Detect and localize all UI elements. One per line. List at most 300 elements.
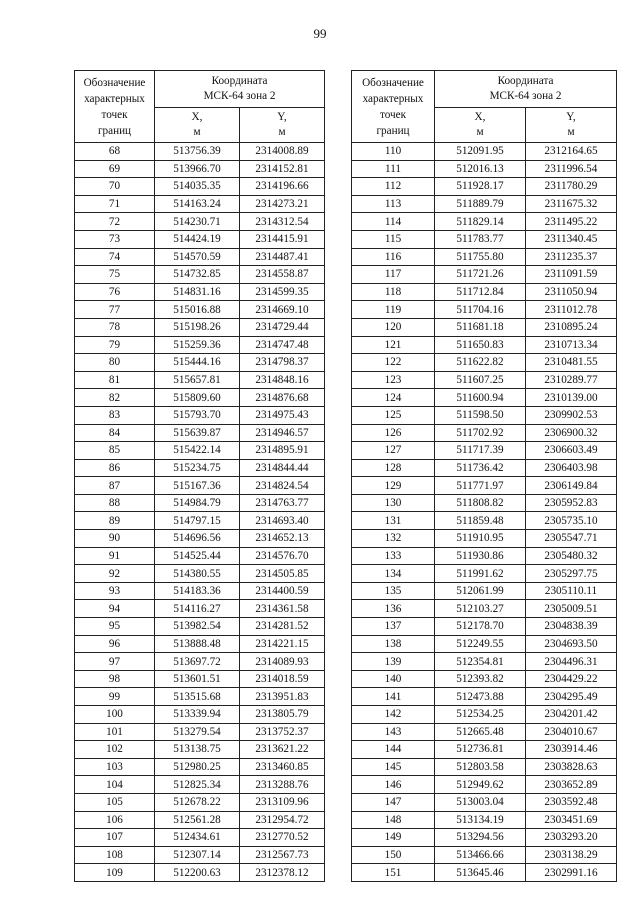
point-number-cell: 81 <box>75 371 155 389</box>
table-row <box>352 635 617 653</box>
y-coordinate-cell: 2312567.73 <box>240 846 325 864</box>
table-row <box>75 723 325 741</box>
y-coordinate-cell: 2310139.00 <box>526 389 617 407</box>
point-number-cell: 150 <box>352 846 435 864</box>
x-coordinate-cell: 513138.75 <box>155 741 240 759</box>
table-row <box>352 354 617 372</box>
table-row <box>352 301 617 319</box>
x-coordinate-cell: 513888.48 <box>155 635 240 653</box>
y-coordinate-cell: 2306603.49 <box>526 442 617 460</box>
x-coordinate-cell: 512434.61 <box>155 829 240 847</box>
coordinates-table-left <box>74 70 325 882</box>
x-coordinate-cell: 515809.60 <box>155 389 240 407</box>
x-coordinate-cell: 512249.55 <box>435 635 526 653</box>
x-coordinate-cell: 512354.81 <box>435 653 526 671</box>
point-number-cell: 94 <box>75 600 155 618</box>
table-row <box>352 371 617 389</box>
table-row <box>75 266 325 284</box>
x-coordinate-cell: 512949.62 <box>435 776 526 794</box>
point-number-cell: 99 <box>75 688 155 706</box>
y-label: Y, <box>277 111 287 123</box>
y-coordinate-cell: 2314400.59 <box>240 582 325 600</box>
point-number-cell: 101 <box>75 723 155 741</box>
y-coordinate-cell: 2314844.44 <box>240 459 325 477</box>
point-number-cell: 133 <box>352 547 435 565</box>
y-coordinate-cell: 2310713.34 <box>526 336 617 354</box>
y-coordinate-cell: 2314089.93 <box>240 653 325 671</box>
y-coordinate-cell: 2313288.76 <box>240 776 325 794</box>
point-designation-header <box>75 71 155 143</box>
y-coordinate-cell: 2311780.29 <box>526 178 617 196</box>
point-number-cell: 102 <box>75 741 155 759</box>
table-row <box>75 670 325 688</box>
x-coordinate-cell: 511910.95 <box>435 530 526 548</box>
point-header-line: характерных <box>362 92 424 105</box>
table-row <box>75 846 325 864</box>
table-row <box>352 741 617 759</box>
x-unit: м <box>476 126 484 138</box>
point-number-cell: 113 <box>352 195 435 213</box>
y-label: Y, <box>566 111 576 123</box>
point-number-cell: 127 <box>352 442 435 460</box>
y-unit: м <box>278 126 286 138</box>
table-row <box>352 793 617 811</box>
x-coordinate-cell: 511721.26 <box>435 266 526 284</box>
point-number-cell: 114 <box>352 213 435 231</box>
point-header-line: характерных <box>84 92 145 105</box>
point-number-cell: 82 <box>75 389 155 407</box>
x-coordinate-cell: 512016.13 <box>435 160 526 178</box>
y-coordinate-cell: 2313621.22 <box>240 741 325 759</box>
point-number-cell: 71 <box>75 195 155 213</box>
y-unit: м <box>567 126 575 138</box>
point-number-cell: 126 <box>352 424 435 442</box>
right-table-body <box>352 143 617 882</box>
point-number-cell: 97 <box>75 653 155 671</box>
y-coordinate-cell: 2303652.89 <box>526 776 617 794</box>
point-number-cell: 139 <box>352 653 435 671</box>
point-number-cell: 106 <box>75 811 155 829</box>
table-row <box>352 864 617 882</box>
table-row <box>352 459 617 477</box>
table-row <box>352 530 617 548</box>
x-coordinate-cell: 514696.56 <box>155 530 240 548</box>
point-number-cell: 72 <box>75 213 155 231</box>
x-column-header <box>435 108 526 143</box>
point-number-cell: 129 <box>352 477 435 495</box>
point-number-cell: 86 <box>75 459 155 477</box>
point-header-line: точек <box>101 108 128 121</box>
point-number-cell: 128 <box>352 459 435 477</box>
table-row <box>352 811 617 829</box>
y-coordinate-cell: 2314729.44 <box>240 318 325 336</box>
x-coordinate-cell: 511622.82 <box>435 354 526 372</box>
x-coordinate-cell: 511704.16 <box>435 301 526 319</box>
coordinate-title: Координата <box>211 75 268 87</box>
x-column-header <box>155 108 240 143</box>
x-coordinate-cell: 514230.71 <box>155 213 240 231</box>
table-row <box>75 776 325 794</box>
y-coordinate-cell: 2311495.22 <box>526 213 617 231</box>
table-row <box>352 758 617 776</box>
point-designation-header <box>352 71 435 143</box>
x-coordinate-cell: 513601.51 <box>155 670 240 688</box>
y-coordinate-cell: 2314652.13 <box>240 530 325 548</box>
y-coordinate-cell: 2303293.20 <box>526 829 617 847</box>
y-coordinate-cell: 2314876.68 <box>240 389 325 407</box>
table-row <box>75 336 325 354</box>
coordinate-title: Координата <box>497 75 554 87</box>
point-number-cell: 69 <box>75 160 155 178</box>
y-coordinate-cell: 2304010.67 <box>526 723 617 741</box>
table-row <box>352 406 617 424</box>
point-number-cell: 80 <box>75 354 155 372</box>
point-number-cell: 75 <box>75 266 155 284</box>
table-row <box>75 706 325 724</box>
y-coordinate-cell: 2314221.15 <box>240 635 325 653</box>
point-number-cell: 74 <box>75 248 155 266</box>
point-header-line: точек <box>379 108 407 121</box>
table-row <box>75 459 325 477</box>
table-row <box>75 178 325 196</box>
table-row <box>352 688 617 706</box>
y-coordinate-cell: 2311050.94 <box>526 283 617 301</box>
x-coordinate-cell: 511650.83 <box>435 336 526 354</box>
table-row <box>75 477 325 495</box>
table-row <box>352 547 617 565</box>
point-number-cell: 149 <box>352 829 435 847</box>
y-coordinate-cell: 2314824.54 <box>240 477 325 495</box>
table-row <box>352 266 617 284</box>
y-coordinate-cell: 2312770.52 <box>240 829 325 847</box>
x-coordinate-cell: 511829.14 <box>435 213 526 231</box>
x-coordinate-cell: 515016.88 <box>155 301 240 319</box>
point-number-cell: 141 <box>352 688 435 706</box>
y-coordinate-cell: 2314505.85 <box>240 565 325 583</box>
x-coordinate-cell: 513982.54 <box>155 618 240 636</box>
x-coordinate-cell: 512091.95 <box>435 143 526 161</box>
y-coordinate-cell: 2314018.59 <box>240 670 325 688</box>
x-coordinate-cell: 512061.99 <box>435 582 526 600</box>
y-coordinate-cell: 2314576.70 <box>240 547 325 565</box>
point-number-cell: 76 <box>75 283 155 301</box>
point-number-cell: 93 <box>75 582 155 600</box>
coordinate-zone: МСК-64 зона 2 <box>203 90 276 102</box>
point-header-line: Обозначение <box>83 76 146 89</box>
x-coordinate-cell: 512393.82 <box>435 670 526 688</box>
x-coordinate-cell: 511859.48 <box>435 512 526 530</box>
x-coordinate-cell: 514035.35 <box>155 178 240 196</box>
table-row <box>75 230 325 248</box>
point-number-cell: 125 <box>352 406 435 424</box>
point-number-cell: 137 <box>352 618 435 636</box>
y-coordinate-cell: 2306149.84 <box>526 477 617 495</box>
x-coordinate-cell: 514831.16 <box>155 283 240 301</box>
x-coordinate-cell: 515793.70 <box>155 406 240 424</box>
point-number-cell: 109 <box>75 864 155 882</box>
point-number-cell: 134 <box>352 565 435 583</box>
y-coordinate-cell: 2303828.63 <box>526 758 617 776</box>
y-coordinate-cell: 2314669.10 <box>240 301 325 319</box>
y-coordinate-cell: 2304496.31 <box>526 653 617 671</box>
point-number-cell: 136 <box>352 600 435 618</box>
x-coordinate-cell: 513515.68 <box>155 688 240 706</box>
x-coordinate-cell: 512736.81 <box>435 741 526 759</box>
x-coordinate-cell: 511600.94 <box>435 389 526 407</box>
y-coordinate-cell: 2314196.66 <box>240 178 325 196</box>
point-number-cell: 77 <box>75 301 155 319</box>
x-coordinate-cell: 514570.59 <box>155 248 240 266</box>
y-coordinate-cell: 2311235.37 <box>526 248 617 266</box>
point-number-cell: 107 <box>75 829 155 847</box>
y-coordinate-cell: 2314361.58 <box>240 600 325 618</box>
y-coordinate-cell: 2303914.46 <box>526 741 617 759</box>
point-number-cell: 70 <box>75 178 155 196</box>
point-number-cell: 143 <box>352 723 435 741</box>
point-number-cell: 78 <box>75 318 155 336</box>
table-row <box>352 846 617 864</box>
table-row <box>75 582 325 600</box>
point-number-cell: 116 <box>352 248 435 266</box>
table-row <box>352 829 617 847</box>
table-row <box>75 442 325 460</box>
x-coordinate-cell: 515234.75 <box>155 459 240 477</box>
x-coordinate-cell: 513697.72 <box>155 653 240 671</box>
y-coordinate-cell: 2314946.57 <box>240 424 325 442</box>
table-row <box>75 741 325 759</box>
x-coordinate-cell: 511717.39 <box>435 442 526 460</box>
point-number-cell: 89 <box>75 512 155 530</box>
table-row <box>352 195 617 213</box>
point-number-cell: 91 <box>75 547 155 565</box>
x-coordinate-cell: 515422.14 <box>155 442 240 460</box>
point-number-cell: 151 <box>352 864 435 882</box>
x-coordinate-cell: 515198.26 <box>155 318 240 336</box>
y-coordinate-cell: 2304693.50 <box>526 635 617 653</box>
y-coordinate-cell: 2313752.37 <box>240 723 325 741</box>
point-number-cell: 103 <box>75 758 155 776</box>
y-coordinate-cell: 2305110.11 <box>526 582 617 600</box>
table-row <box>75 424 325 442</box>
y-coordinate-cell: 2303138.29 <box>526 846 617 864</box>
table-row <box>75 758 325 776</box>
table-row <box>75 547 325 565</box>
y-coordinate-cell: 2311091.59 <box>526 266 617 284</box>
table-row <box>352 706 617 724</box>
point-number-cell: 105 <box>75 793 155 811</box>
y-coordinate-cell: 2304429.22 <box>526 670 617 688</box>
table-row <box>75 829 325 847</box>
x-coordinate-cell: 515167.36 <box>155 477 240 495</box>
table-row <box>75 811 325 829</box>
table-row <box>352 600 617 618</box>
point-number-cell: 145 <box>352 758 435 776</box>
table-row <box>352 582 617 600</box>
table-row <box>352 143 617 161</box>
x-coordinate-cell: 513756.39 <box>155 143 240 161</box>
table-row <box>75 512 325 530</box>
y-coordinate-cell: 2314763.77 <box>240 494 325 512</box>
y-coordinate-cell: 2314895.91 <box>240 442 325 460</box>
y-coordinate-cell: 2314798.37 <box>240 354 325 372</box>
point-number-cell: 73 <box>75 230 155 248</box>
table-row <box>352 283 617 301</box>
point-number-cell: 121 <box>352 336 435 354</box>
point-number-cell: 140 <box>352 670 435 688</box>
point-number-cell: 85 <box>75 442 155 460</box>
table-row <box>352 670 617 688</box>
x-coordinate-cell: 512307.14 <box>155 846 240 864</box>
point-number-cell: 88 <box>75 494 155 512</box>
point-number-cell: 124 <box>352 389 435 407</box>
x-coordinate-cell: 514116.27 <box>155 600 240 618</box>
x-coordinate-cell: 514424.19 <box>155 230 240 248</box>
x-coordinate-cell: 512825.34 <box>155 776 240 794</box>
x-coordinate-cell: 511681.18 <box>435 318 526 336</box>
coordinates-table-right <box>351 70 617 882</box>
table-row <box>352 494 617 512</box>
table-row <box>352 565 617 583</box>
table-row <box>352 723 617 741</box>
table-row <box>75 565 325 583</box>
y-coordinate-cell: 2304838.39 <box>526 618 617 636</box>
table-row <box>352 442 617 460</box>
x-coordinate-cell: 513003.04 <box>435 793 526 811</box>
x-coordinate-cell: 512803.58 <box>435 758 526 776</box>
table-row <box>75 143 325 161</box>
x-coordinate-cell: 514732.85 <box>155 266 240 284</box>
x-coordinate-cell: 512103.27 <box>435 600 526 618</box>
x-coordinate-cell: 511755.80 <box>435 248 526 266</box>
x-coordinate-cell: 512473.88 <box>435 688 526 706</box>
y-coordinate-cell: 2314693.40 <box>240 512 325 530</box>
x-coordinate-cell: 514163.24 <box>155 195 240 213</box>
x-coordinate-cell: 514984.79 <box>155 494 240 512</box>
x-coordinate-cell: 511712.84 <box>435 283 526 301</box>
point-number-cell: 117 <box>352 266 435 284</box>
y-coordinate-cell: 2305952.83 <box>526 494 617 512</box>
point-number-cell: 120 <box>352 318 435 336</box>
table-row <box>75 653 325 671</box>
x-coordinate-cell: 511598.50 <box>435 406 526 424</box>
point-number-cell: 130 <box>352 494 435 512</box>
y-coordinate-cell: 2314558.87 <box>240 266 325 284</box>
x-unit: м <box>193 126 201 138</box>
coordinate-system-header <box>435 71 617 108</box>
y-coordinate-cell: 2314273.21 <box>240 195 325 213</box>
y-coordinate-cell: 2314487.41 <box>240 248 325 266</box>
y-coordinate-cell: 2310481.55 <box>526 354 617 372</box>
point-number-cell: 96 <box>75 635 155 653</box>
x-coordinate-cell: 511991.62 <box>435 565 526 583</box>
y-coordinate-cell: 2304295.49 <box>526 688 617 706</box>
x-coordinate-cell: 511607.25 <box>435 371 526 389</box>
x-coordinate-cell: 512534.25 <box>435 706 526 724</box>
x-coordinate-cell: 514380.55 <box>155 565 240 583</box>
point-number-cell: 110 <box>352 143 435 161</box>
y-coordinate-cell: 2313460.85 <box>240 758 325 776</box>
y-coordinate-cell: 2314848.16 <box>240 371 325 389</box>
point-number-cell: 132 <box>352 530 435 548</box>
y-coordinate-cell: 2314415.91 <box>240 230 325 248</box>
table-row <box>75 354 325 372</box>
table-row <box>75 213 325 231</box>
x-coordinate-cell: 514525.44 <box>155 547 240 565</box>
x-coordinate-cell: 513466.66 <box>435 846 526 864</box>
left-table-body <box>75 143 325 882</box>
point-number-cell: 142 <box>352 706 435 724</box>
y-column-header <box>240 108 325 143</box>
point-number-cell: 123 <box>352 371 435 389</box>
table-row <box>75 248 325 266</box>
y-column-header <box>526 108 617 143</box>
y-coordinate-cell: 2312954.72 <box>240 811 325 829</box>
y-coordinate-cell: 2311340.45 <box>526 230 617 248</box>
y-coordinate-cell: 2305735.10 <box>526 512 617 530</box>
point-number-cell: 112 <box>352 178 435 196</box>
point-number-cell: 108 <box>75 846 155 864</box>
table-row <box>75 635 325 653</box>
table-row <box>75 406 325 424</box>
y-coordinate-cell: 2306403.98 <box>526 459 617 477</box>
point-header-line: границ <box>376 124 410 137</box>
y-coordinate-cell: 2314281.52 <box>240 618 325 636</box>
y-coordinate-cell: 2303451.69 <box>526 811 617 829</box>
y-coordinate-cell: 2313109.96 <box>240 793 325 811</box>
table-row <box>352 618 617 636</box>
table-row <box>75 688 325 706</box>
y-coordinate-cell: 2309902.53 <box>526 406 617 424</box>
point-number-cell: 146 <box>352 776 435 794</box>
point-number-cell: 122 <box>352 354 435 372</box>
table-row <box>352 512 617 530</box>
y-coordinate-cell: 2314747.48 <box>240 336 325 354</box>
table-row <box>75 600 325 618</box>
table-row <box>75 494 325 512</box>
point-number-cell: 100 <box>75 706 155 724</box>
table-row <box>75 389 325 407</box>
y-coordinate-cell: 2305009.51 <box>526 600 617 618</box>
table-row <box>75 301 325 319</box>
y-coordinate-cell: 2314975.43 <box>240 406 325 424</box>
point-number-cell: 119 <box>352 301 435 319</box>
table-row <box>352 178 617 196</box>
point-header-line: Обозначение <box>362 76 424 89</box>
x-coordinate-cell: 512561.28 <box>155 811 240 829</box>
y-coordinate-cell: 2310289.77 <box>526 371 617 389</box>
table-row <box>352 776 617 794</box>
x-coordinate-cell: 512678.22 <box>155 793 240 811</box>
table-row <box>352 336 617 354</box>
x-coordinate-cell: 512665.48 <box>435 723 526 741</box>
x-coordinate-cell: 515444.16 <box>155 354 240 372</box>
y-coordinate-cell: 2311012.78 <box>526 301 617 319</box>
point-number-cell: 138 <box>352 635 435 653</box>
point-number-cell: 90 <box>75 530 155 548</box>
table-row <box>352 213 617 231</box>
point-number-cell: 79 <box>75 336 155 354</box>
y-coordinate-cell: 2310895.24 <box>526 318 617 336</box>
point-number-cell: 115 <box>352 230 435 248</box>
point-number-cell: 144 <box>352 741 435 759</box>
x-coordinate-cell: 511930.86 <box>435 547 526 565</box>
point-number-cell: 147 <box>352 793 435 811</box>
x-label: X, <box>474 111 486 123</box>
point-number-cell: 92 <box>75 565 155 583</box>
table-row <box>352 477 617 495</box>
x-coordinate-cell: 511808.82 <box>435 494 526 512</box>
point-number-cell: 148 <box>352 811 435 829</box>
